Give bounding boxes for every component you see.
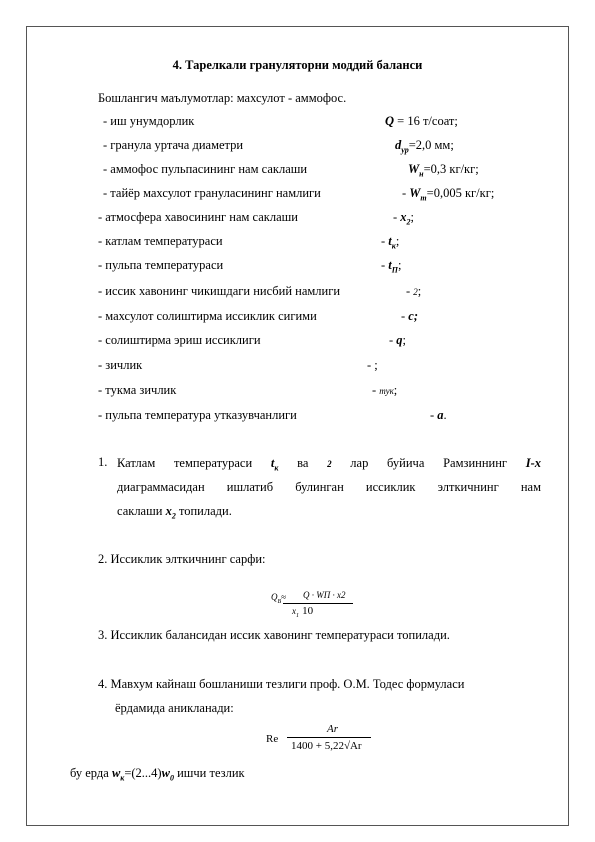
param-label: - катлам температураси [98,234,223,248]
param-value: - тук; [372,383,398,397]
step4-line1: 4. Мавхум кайнаш бошланиши тезлиги проф. О.М. Тодес формуласи [98,677,465,691]
param-label: - тукма зичлик [98,383,177,397]
formula-lhs: $Q_В\approx$ [271,592,287,605]
param-value: - а. [430,408,447,422]
param-label: - солиштирма эриш иссиклиги [98,333,261,347]
param-label: - атмосфера хавосининг нам саклаши [98,210,298,224]
formula-numerator: Ar [327,723,338,735]
param-value: - $t_П$; [381,258,402,275]
step1-line2: диаграммасидан ишлатиб булинган иссиклик элткичнинг нам [117,480,541,494]
step3-text: 3. Иссиклик балансидан иссик хавонинг температураси топилади. [98,628,450,642]
param-label: - иш унумдорлик [103,114,195,128]
param-value: $W_н=0,3$ кг/кг; [408,162,479,179]
formula-denominator: 1400 + 5,22√Ar [291,740,362,752]
param-value: $d_{ур}=2,0$ мм; [395,138,454,155]
param-value: - $t_к$; [381,234,400,251]
param-value: - 2; [406,284,422,298]
param-value: - с; [401,309,419,323]
param-label: - гранула уртача диаметри [103,138,244,152]
param-value: - q; [389,333,407,347]
formula-denominator: $x_1$ 10 [292,605,314,619]
footer-text: бу ерда $w_к=(2...4)w_0$ ишчи тезлик [70,766,245,783]
param-label: - тайёр махсулот грануласининг намлиги [103,186,321,200]
intro-text: Бошлангич маълумотлар: махсулот - аммофос. [98,91,347,105]
formula-numerator: Q · WП · x2 [303,590,346,600]
param-label: - зичлик [98,358,143,372]
step4-line2: ёрдамида аникланади: [115,701,234,715]
section-title: 4. Тарелкали грануляторни моддий баланси [172,58,423,72]
param-value: Q = 16 т/соат; [385,114,458,128]
param-label: - пульпа температураси [98,258,224,272]
step-number: 1. [98,455,108,469]
step1-line3: саклаши $x_2$ топилади. [117,504,232,521]
param-label: - аммофос пульпасининг нам саклаши [103,162,308,176]
fraction-line [287,737,371,738]
formula-lhs: Re [266,733,279,745]
param-label: - иссик хавонинг чикишдаги нисбий намлиги [98,284,341,298]
step1-line1: Катлам температураси $t_к$ ва 2 лар буйича Рамзиннинг I-x [117,456,541,473]
param-value: - $x_2$; [393,210,415,227]
step2-text: 2. Иссиклик элткичнинг сарфи: [98,552,266,566]
param-value: - ; [367,358,378,372]
param-value: - $W_т=0,005$ кг/кг; [402,186,495,203]
param-label: - пульпа температура утказувчанлиги [98,408,297,422]
param-label: - махсулот солиштирма иссиклик сигими [98,309,317,323]
